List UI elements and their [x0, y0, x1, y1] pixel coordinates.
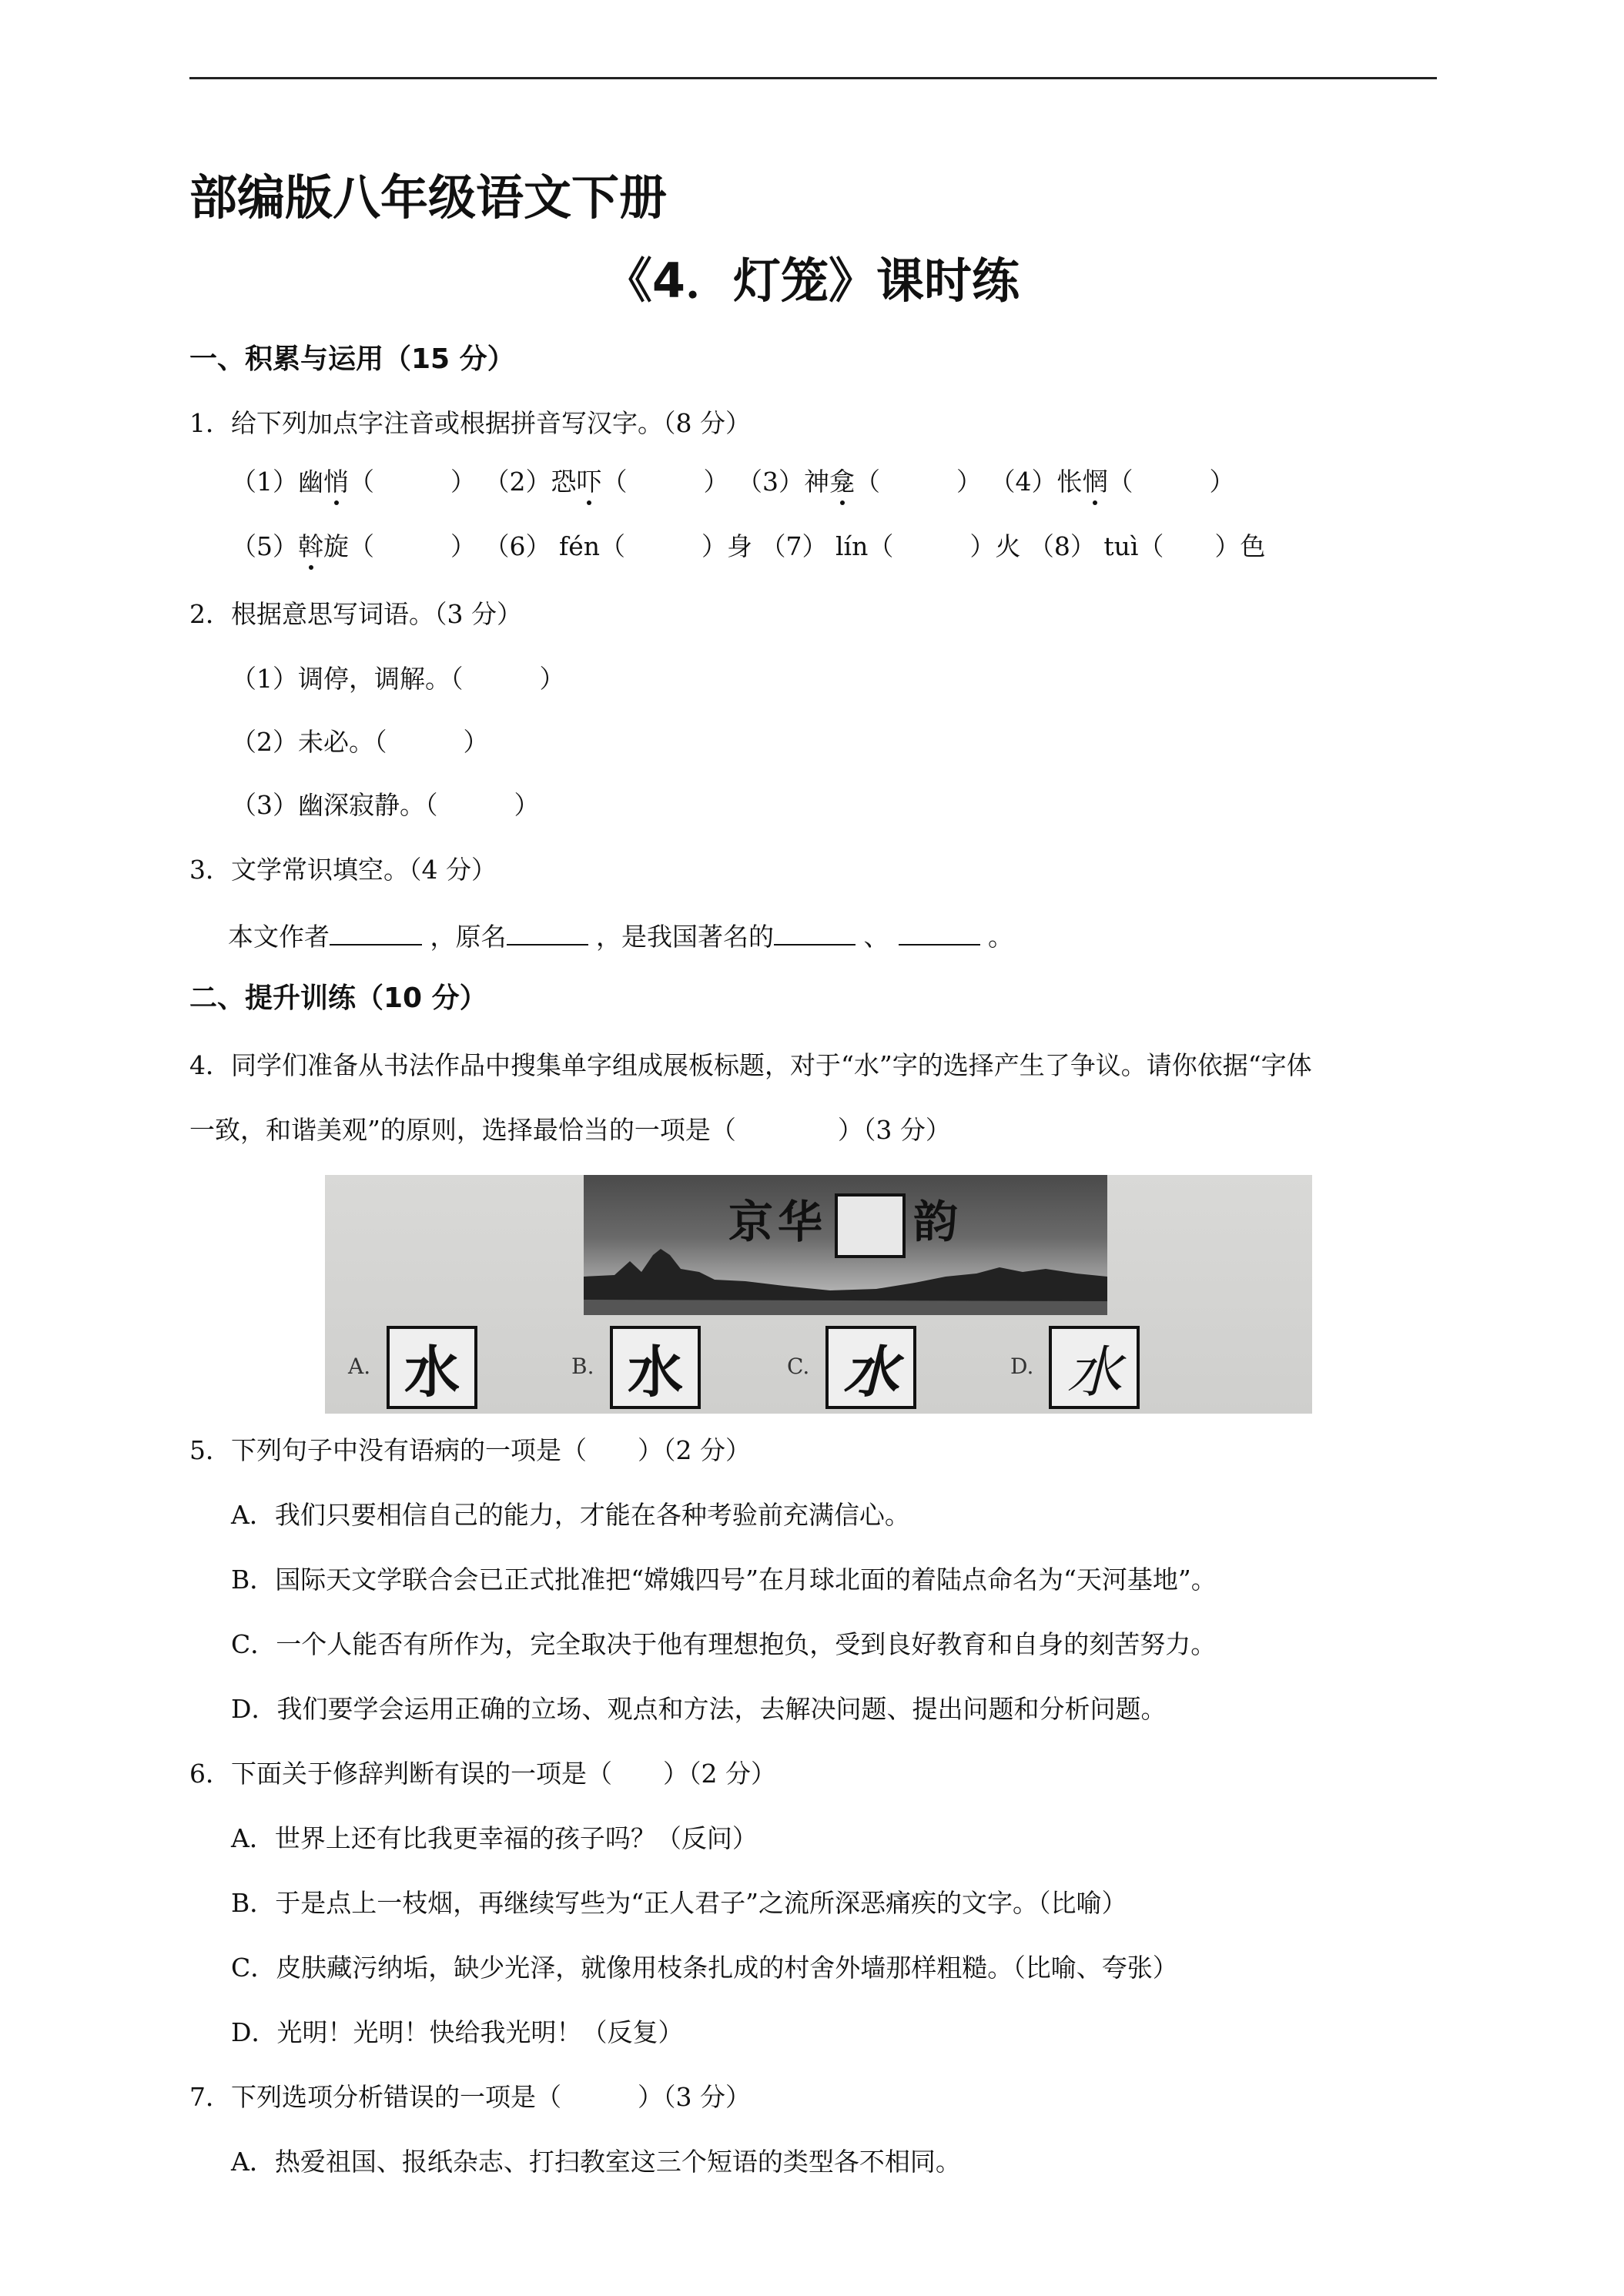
- blank-identity-1[interactable]: [774, 918, 856, 946]
- dotted-char: 吓: [577, 465, 602, 499]
- question-1-stem: 1．给下列加点字注音或根据拼音写汉字。（8 分）: [189, 408, 751, 438]
- q1-item-2: （2）恐吓（ ）: [484, 465, 729, 499]
- blank-identity-2[interactable]: [899, 918, 980, 946]
- question-6-option-c: C．皮肤藏污纳垢，缺少光泽，就像用枝条扎成的村舍外墙那样粗糙。（比喻、夸张）: [231, 1953, 1178, 1983]
- option-a-label: A.: [348, 1354, 371, 1379]
- option-b-glyph[interactable]: 水: [610, 1326, 701, 1409]
- section-heading-2: 二、提升训练（10 分）: [189, 982, 487, 1014]
- section-heading-1: 一、积累与运用（15 分）: [189, 343, 515, 375]
- question-5-option-c: C．一个人能否有所作为，完全取决于他有理想抱负，受到良好教育和自身的刻苦努力。: [231, 1629, 1217, 1659]
- dotted-char: 龛: [829, 465, 855, 499]
- option-c-glyph[interactable]: 水: [825, 1326, 916, 1409]
- option-d-label: D.: [1010, 1354, 1034, 1379]
- banner-image: [584, 1175, 1107, 1315]
- question-5-stem: 5．下列句子中没有语病的一项是（ ）（2 分）: [189, 1435, 751, 1465]
- page-subtitle: 《4．灯笼》课时练: [604, 253, 1020, 309]
- question-7-option-a: A．热爱祖国、报纸杂志、打扫教室这三个短语的类型各不相同。: [231, 2147, 961, 2177]
- q1-item-1: （1）幽悄（ ）: [231, 465, 476, 499]
- question-2-item-2: （2）未必。（ ）: [231, 727, 489, 757]
- question-6-option-a: A．世界上还有比我更幸福的孩子吗？（反问）: [231, 1823, 758, 1853]
- question-1-row-1: [231, 465, 1235, 499]
- option-a-glyph[interactable]: 水: [387, 1326, 477, 1409]
- q1-item-7: （7） lín（ ）火: [760, 531, 1021, 561]
- question-2-item-3: （3）幽深寂静。（ ）: [231, 790, 540, 820]
- question-6-stem: 6．下面关于修辞判断有误的一项是（ ）（2 分）: [189, 1759, 776, 1789]
- option-d-glyph[interactable]: 水: [1049, 1326, 1140, 1409]
- question-6-option-b: B．于是点上一枝烟，再继续写些为“正人君子”之流所深恶痛疾的文字。（比喻）: [231, 1888, 1127, 1918]
- question-6-option-d: D．光明！光明！快给我光明！（反复）: [231, 2017, 684, 2047]
- skyline-silhouette: [584, 1246, 1107, 1315]
- q1-item-8: （8） tuì（ ）色: [1028, 531, 1266, 561]
- question-4-line-1: 4．同学们准备从书法作品中搜集单字组成展板标题，对于“水”字的选择产生了争议。请你依据“字体: [189, 1050, 1312, 1080]
- question-3-stem: 3．文学常识填空。（4 分）: [189, 855, 497, 885]
- question-5-option-d: D．我们要学会运用正确的立场、观点和方法，去解决问题、提出问题和分析问题。: [231, 1694, 1167, 1724]
- dotted-char: 悄: [323, 465, 349, 499]
- question-2-stem: 2．根据意思写词语。（3 分）: [189, 599, 522, 629]
- q1-item-6: （6） fén（ ）身: [484, 531, 752, 561]
- question-5-option-b: B．国际天文学联合会已正式批准把“嫦娥四号”在月球北面的着陆点命名为“天河基地”。: [231, 1565, 1217, 1595]
- blank-original-name[interactable]: [507, 918, 588, 946]
- banner-title: 京华 韵: [584, 1186, 1107, 1258]
- question-1-row-2: [231, 530, 1265, 564]
- blank-author[interactable]: [330, 918, 422, 946]
- calligraphy-figure: [325, 1175, 1312, 1414]
- question-2-item-1: （1）调停，调解。（ ）: [231, 664, 565, 694]
- question-5-option-a: A．我们只要相信自己的能力，才能在各种考验前充满信心。: [231, 1500, 910, 1530]
- q1-item-5: （5）斡旋（ ）: [231, 530, 476, 564]
- option-b-label: B.: [571, 1354, 594, 1379]
- question-3-fill: 本文作者 ，原名 ，是我国著名的 、 。: [228, 918, 1013, 954]
- header-rule: [189, 77, 1437, 79]
- dotted-char: 斡: [298, 530, 323, 564]
- q1-item-3: （3）神龛（ ）: [737, 465, 982, 499]
- question-4-line-2: 一致，和谐美观”的原则，选择最恰当的一项是（ ）（3 分）: [189, 1115, 951, 1145]
- option-c-label: C.: [787, 1354, 810, 1379]
- dotted-char: 惘: [1083, 465, 1108, 499]
- q1-item-4: （4）怅惘（ ）: [990, 465, 1235, 499]
- question-7-stem: 7．下列选项分析错误的一项是（ ）（3 分）: [189, 2082, 751, 2112]
- page-title: 部编版八年级语文下册: [189, 169, 668, 226]
